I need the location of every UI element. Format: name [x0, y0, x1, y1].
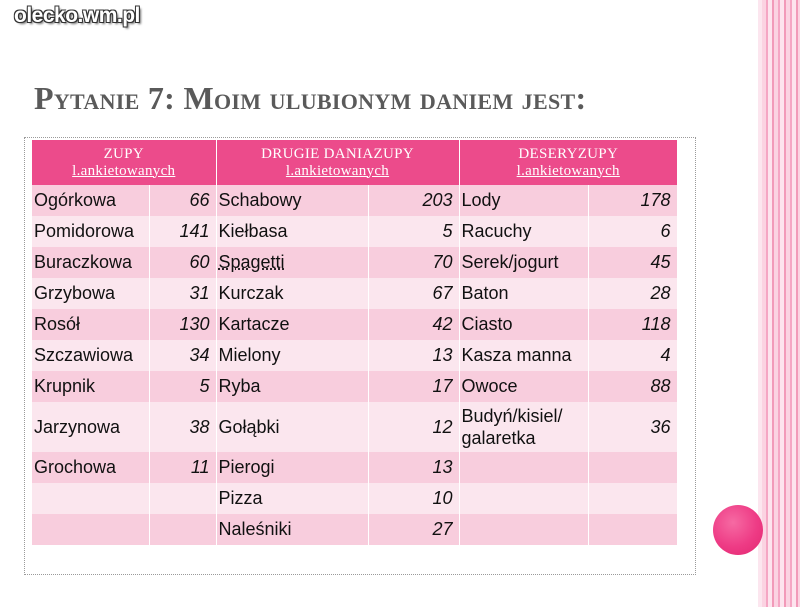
soup-name: Grochowa: [32, 452, 149, 483]
header-mains-title: DRUGIE DANIAZUPY: [261, 145, 414, 162]
main-name: Schabowy: [216, 185, 368, 216]
main-count: 67: [368, 278, 459, 309]
main-name: Kurczak: [216, 278, 368, 309]
soup-name: Jarzynowa: [32, 402, 149, 452]
soup-name: Pomidorowa: [32, 216, 149, 247]
soup-count: 5: [149, 371, 216, 402]
main-name: Mielony: [216, 340, 368, 371]
main-name: Naleśniki: [216, 514, 368, 545]
main-count: 70: [368, 247, 459, 278]
dessert-count: [588, 483, 677, 514]
main-count: 27: [368, 514, 459, 545]
decor-stripes: [762, 0, 800, 607]
soup-count: 141: [149, 216, 216, 247]
main-count: 13: [368, 340, 459, 371]
main-name: Gołąbki: [216, 402, 368, 452]
dessert-count: [588, 452, 677, 483]
soup-count: 31: [149, 278, 216, 309]
soup-count: 60: [149, 247, 216, 278]
main-count: 5: [368, 216, 459, 247]
table-row: [32, 247, 677, 278]
dessert-name: [459, 483, 588, 514]
dessert-count: 6: [588, 216, 677, 247]
main-name: Kiełbasa: [216, 216, 368, 247]
dessert-name: Kasza manna: [459, 340, 588, 371]
main-count: 203: [368, 185, 459, 216]
main-name: Kartacze: [216, 309, 368, 340]
table-row: [32, 483, 677, 514]
soup-count: [149, 483, 216, 514]
soup-count: 130: [149, 309, 216, 340]
header-soups-sub: l.ankietowanych: [72, 162, 176, 179]
soup-name: Ogórkowa: [32, 185, 149, 216]
header-soups-title: ZUPY: [103, 145, 144, 162]
soup-count: 11: [149, 452, 216, 483]
soup-name: [32, 483, 149, 514]
table-row: [32, 514, 677, 545]
dessert-name: Ciasto: [459, 309, 588, 340]
header-desserts-sub: l.ankietowanych: [516, 162, 620, 179]
dessert-name: Lody: [459, 185, 588, 216]
dessert-count: 178: [588, 185, 677, 216]
table-row: [32, 185, 677, 216]
header-mains: [216, 140, 459, 185]
soup-name: Rosół: [32, 309, 149, 340]
main-name: Ryba: [216, 371, 368, 402]
table-row: [32, 402, 677, 452]
header-mains-sub: l.ankietowanych: [285, 162, 390, 179]
soup-name: [32, 514, 149, 545]
main-count: 42: [368, 309, 459, 340]
dessert-name: [459, 514, 588, 545]
header-desserts: [459, 140, 677, 185]
dessert-count: 88: [588, 371, 677, 402]
table-row: [32, 278, 677, 309]
dessert-name: Racuchy: [459, 216, 588, 247]
dessert-name: [459, 452, 588, 483]
slide-title: Pytanie 7: Moim ulubionym daniem jest:: [34, 80, 587, 116]
dessert-count: 45: [588, 247, 677, 278]
soup-name: Buraczkowa: [32, 247, 149, 278]
table-header-row: [32, 140, 677, 185]
decor-circle: [713, 505, 763, 555]
dessert-count: 36: [588, 402, 677, 452]
main-count: 12: [368, 402, 459, 452]
main-name: Pizza: [216, 483, 368, 514]
main-count: 13: [368, 452, 459, 483]
survey-table: [32, 140, 678, 545]
dessert-name: Owoce: [459, 371, 588, 402]
table-row: [32, 340, 677, 371]
watermark-logo: olecko.wm.pl: [14, 4, 140, 27]
dessert-name: Budyń/kisiel/ galaretka: [459, 402, 588, 452]
dessert-count: 118: [588, 309, 677, 340]
dessert-name: Baton: [459, 278, 588, 309]
soup-count: 66: [149, 185, 216, 216]
soup-name: Grzybowa: [32, 278, 149, 309]
main-name: Spagetti: [216, 247, 368, 278]
header-soups: [32, 140, 216, 185]
soup-name: Szczawiowa: [32, 340, 149, 371]
table-row: [32, 452, 677, 483]
dessert-name: Serek/jogurt: [459, 247, 588, 278]
soup-count: 38: [149, 402, 216, 452]
main-count: 17: [368, 371, 459, 402]
table-row: [32, 216, 677, 247]
dessert-count: [588, 514, 677, 545]
table-row: [32, 309, 677, 340]
dessert-count: 4: [588, 340, 677, 371]
main-count: 10: [368, 483, 459, 514]
table-row: [32, 371, 677, 402]
soup-count: 34: [149, 340, 216, 371]
header-desserts-title: DESERYZUPY: [518, 145, 619, 162]
main-name: Pierogi: [216, 452, 368, 483]
dessert-count: 28: [588, 278, 677, 309]
soup-name: Krupnik: [32, 371, 149, 402]
soup-count: [149, 514, 216, 545]
